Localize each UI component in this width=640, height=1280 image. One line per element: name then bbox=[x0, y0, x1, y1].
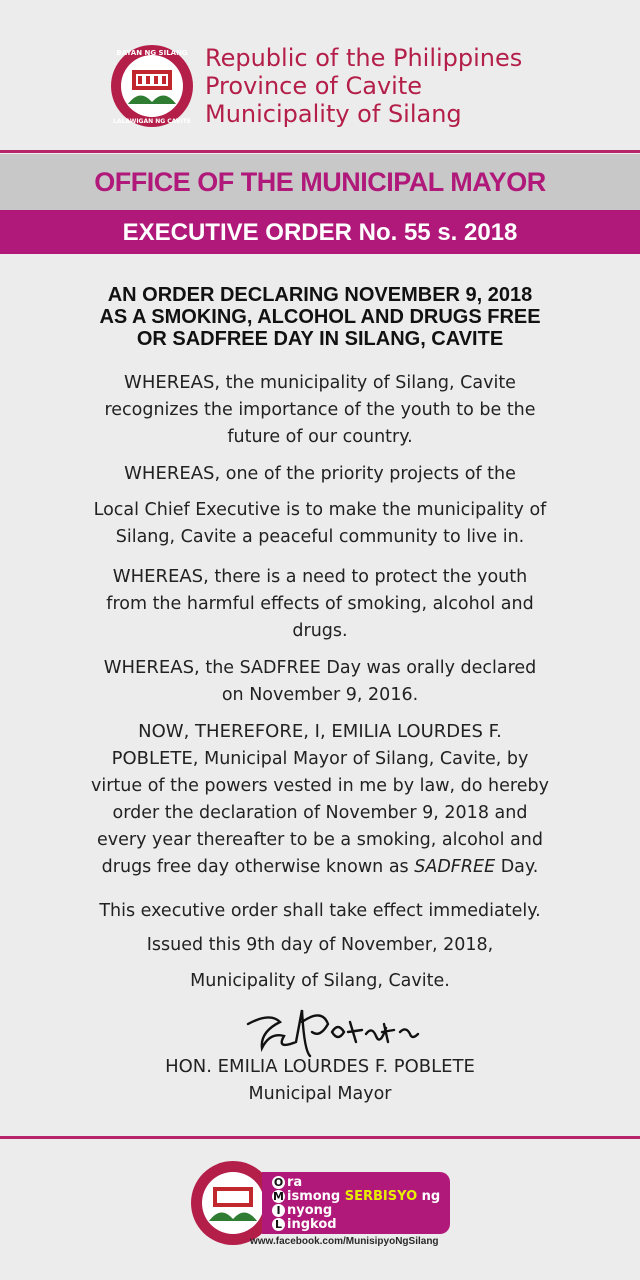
whereas-lead: WHEREAS, bbox=[124, 372, 221, 393]
org-line-municipality: Municipality of Silang bbox=[205, 100, 462, 128]
paragraph-text: drugs free day otherwise known as bbox=[101, 857, 415, 877]
paragraph-line: order the declaration of November 9, 2018 and bbox=[112, 803, 528, 823]
facebook-link[interactable]: www.facebook.com/MunisipyoNgSilang bbox=[250, 1236, 439, 1247]
paragraph-text: Day. bbox=[495, 857, 539, 877]
paragraph-text: one of the priority projects of the bbox=[220, 464, 516, 484]
header-divider bbox=[0, 150, 640, 153]
whereas-lead: WHEREAS, bbox=[124, 463, 221, 484]
paragraph-line: from the harmful effects of smoking, alcohol and bbox=[106, 594, 534, 614]
whereas-paragraph-2 bbox=[40, 460, 600, 551]
whereas-lead: WHEREAS, bbox=[103, 657, 200, 678]
omli-letter: I bbox=[272, 1204, 285, 1217]
now-therefore-paragraph bbox=[40, 718, 600, 881]
paragraph-text: the municipality of Silang, Cavite bbox=[220, 373, 516, 393]
org-lines bbox=[205, 44, 522, 128]
paragraph-line: recognizes the importance of the youth to be the bbox=[104, 400, 536, 420]
paragraph-line: Local Chief Executive is to make the municipality of bbox=[93, 500, 547, 520]
order-heading-line: AN ORDER DECLARING NOVEMBER 9, 2018 bbox=[107, 284, 533, 306]
omli-row-i bbox=[272, 1203, 332, 1218]
now-therefore-name: POBLETE, bbox=[111, 748, 199, 769]
paragraph-line: on November 9, 2016. bbox=[221, 685, 419, 705]
paragraph-text: Municipal Mayor of Silang, Cavite, by bbox=[198, 749, 529, 769]
issued-line: Issued this 9th day of November, 2018, bbox=[146, 935, 494, 955]
omli-row-l bbox=[272, 1217, 337, 1232]
order-heading-line: OR SADFREE DAY IN SILANG, CAVITE bbox=[136, 328, 504, 350]
footer-divider bbox=[0, 1136, 640, 1139]
whereas-paragraph-4 bbox=[40, 654, 600, 709]
paragraph-line: future of our country. bbox=[227, 427, 413, 447]
seal-bottom-text: LALAWIGAN NG CAVITE bbox=[113, 118, 191, 125]
signature-icon bbox=[240, 1002, 430, 1062]
paragraph-line: Silang, Cavite a peaceful community to live in. bbox=[115, 527, 525, 547]
executive-order-title: EXECUTIVE ORDER No. 55 s. 2018 bbox=[122, 219, 518, 246]
omli-letter: L bbox=[272, 1218, 285, 1231]
now-therefore-lead: NOW, THEREFORE, I, EMILIA LOURDES F. bbox=[138, 721, 502, 742]
omli-text: ismong bbox=[287, 1189, 345, 1204]
order-heading-line: AS A SMOKING, ALCOHOL AND DRUGS FREE bbox=[99, 306, 541, 328]
paragraph-line: virtue of the powers vested in me by law, do hereby bbox=[91, 776, 549, 796]
order-heading bbox=[40, 284, 600, 350]
office-title: OFFICE OF THE MUNICIPAL MAYOR bbox=[94, 167, 546, 197]
omli-text: ra bbox=[287, 1175, 303, 1190]
sadfree-emphasis: SADFREE bbox=[414, 857, 496, 877]
omli-text: ingkod bbox=[287, 1217, 337, 1232]
effectivity-line: This executive order shall take effect immediately. bbox=[99, 901, 541, 921]
paragraph-text: the SADFREE Day was orally declared bbox=[199, 658, 537, 678]
paragraph-text: there is a need to protect the youth bbox=[208, 567, 528, 587]
municipal-seal-icon bbox=[110, 44, 194, 128]
whereas-paragraph-3 bbox=[40, 563, 600, 645]
omli-letter: M bbox=[273, 1190, 284, 1203]
omli-row-o bbox=[272, 1175, 302, 1190]
paragraph-line: every year thereafter to be a smoking, alcohol and bbox=[97, 830, 543, 850]
place-line: Municipality of Silang, Cavite. bbox=[190, 971, 450, 991]
omli-row-m bbox=[272, 1189, 440, 1204]
signer-title: Municipal Mayor bbox=[248, 1084, 392, 1104]
org-line-province: Province of Cavite bbox=[205, 72, 423, 100]
signer-name: HON. EMILIA LOURDES F. POBLETE bbox=[165, 1056, 475, 1077]
whereas-paragraph-1 bbox=[40, 369, 600, 451]
seal-top-text: BAYAN NG SILANG bbox=[116, 49, 188, 57]
whereas-lead: WHEREAS, bbox=[112, 566, 209, 587]
omli-highlight: SERBISYO bbox=[344, 1189, 418, 1204]
omli-text: nyong bbox=[287, 1203, 333, 1218]
org-line-republic: Republic of the Philippines bbox=[205, 44, 523, 72]
omli-text: ng bbox=[417, 1189, 441, 1204]
paragraph-line: drugs. bbox=[292, 621, 348, 641]
letterhead bbox=[0, 0, 640, 150]
omli-letter: O bbox=[273, 1176, 284, 1189]
